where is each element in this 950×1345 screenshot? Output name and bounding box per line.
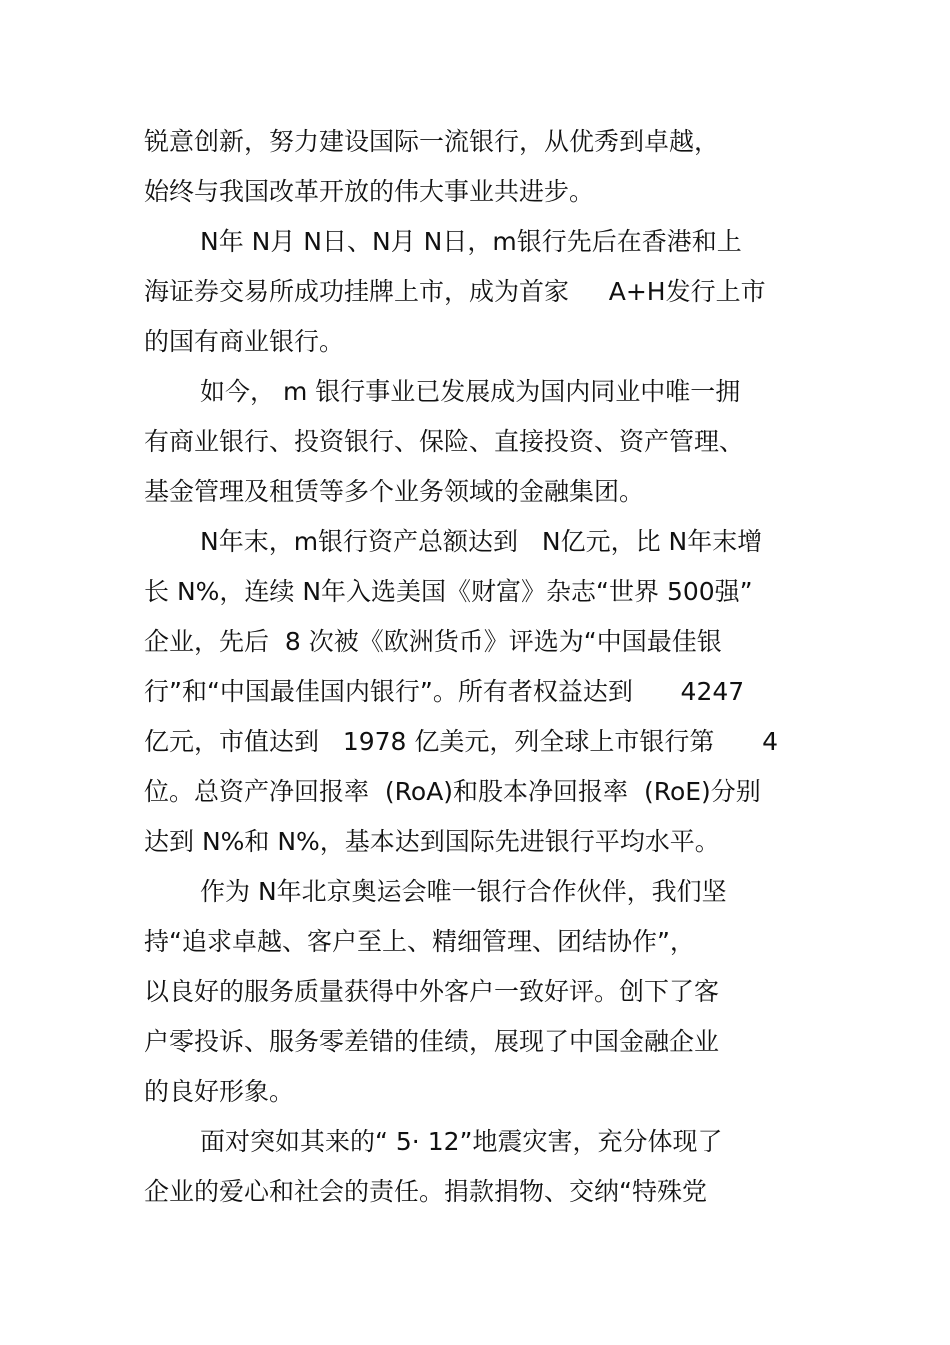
text-line: 达到 N%和 N%，基本达到国际先进银行平均水平。	[144, 827, 720, 856]
text-line: 企业的爱心和社会的责任。捐款捐物、交纳“特殊党	[144, 1177, 707, 1206]
text-line: 的国有商业银行。	[144, 327, 345, 356]
text-line: 户零投诉、服务零差错的佳绩，展现了中国金融企业	[144, 1027, 720, 1056]
paragraph-first-line: 面对突如其来的“ 5· 12”地震灾害，充分体现了	[200, 1127, 723, 1156]
text-line: 有商业银行、投资银行、保险、直接投资、资产管理、	[144, 427, 745, 456]
paragraph-first-line: 如今， m 银行事业已发展成为国内同业中唯一拥	[200, 377, 741, 406]
paragraph-first-line: 作为 N年北京奥运会唯一银行合作伙伴，我们坚	[200, 877, 727, 906]
text-line: 企业，先后 8 次被《欧洲货币》评选为“中国最佳银	[144, 627, 722, 656]
text-line: 行”和“中国最佳国内银行”。所有者权益达到 4247	[144, 677, 745, 706]
text-line: 始终与我国改革开放的伟大事业共进步。	[144, 177, 595, 206]
text-line: 的良好形象。	[144, 1077, 295, 1106]
paragraph-first-line: N年 N月 N日、N月 N日，m银行先后在香港和上	[200, 227, 742, 256]
text-line: 基金管理及租赁等多个业务领域的金融集团。	[144, 477, 645, 506]
text-line: 长 N%，连续 N年入选美国《财富》杂志“世界 500强”	[144, 577, 753, 606]
text-line: 锐意创新，努力建设国际一流银行，从优秀到卓越，	[144, 127, 720, 156]
text-line: 持“追求卓越、客户至上、精细管理、团结协作”，	[144, 927, 695, 956]
text-line: 以良好的服务质量获得中外客户一致好评。创下了客	[144, 977, 720, 1006]
text-line: 亿元，市值达到 1978 亿美元，列全球上市银行第 4	[144, 727, 778, 756]
paragraph-first-line: N年末，m银行资产总额达到 N亿元，比 N年末增	[200, 527, 763, 556]
text-line: 海证券交易所成功挂牌上市，成为首家 A+H发行上市	[144, 277, 766, 306]
text-line: 位。总资产净回报率 (RoA)和股本净回报率 (RoE)分别	[144, 777, 761, 806]
